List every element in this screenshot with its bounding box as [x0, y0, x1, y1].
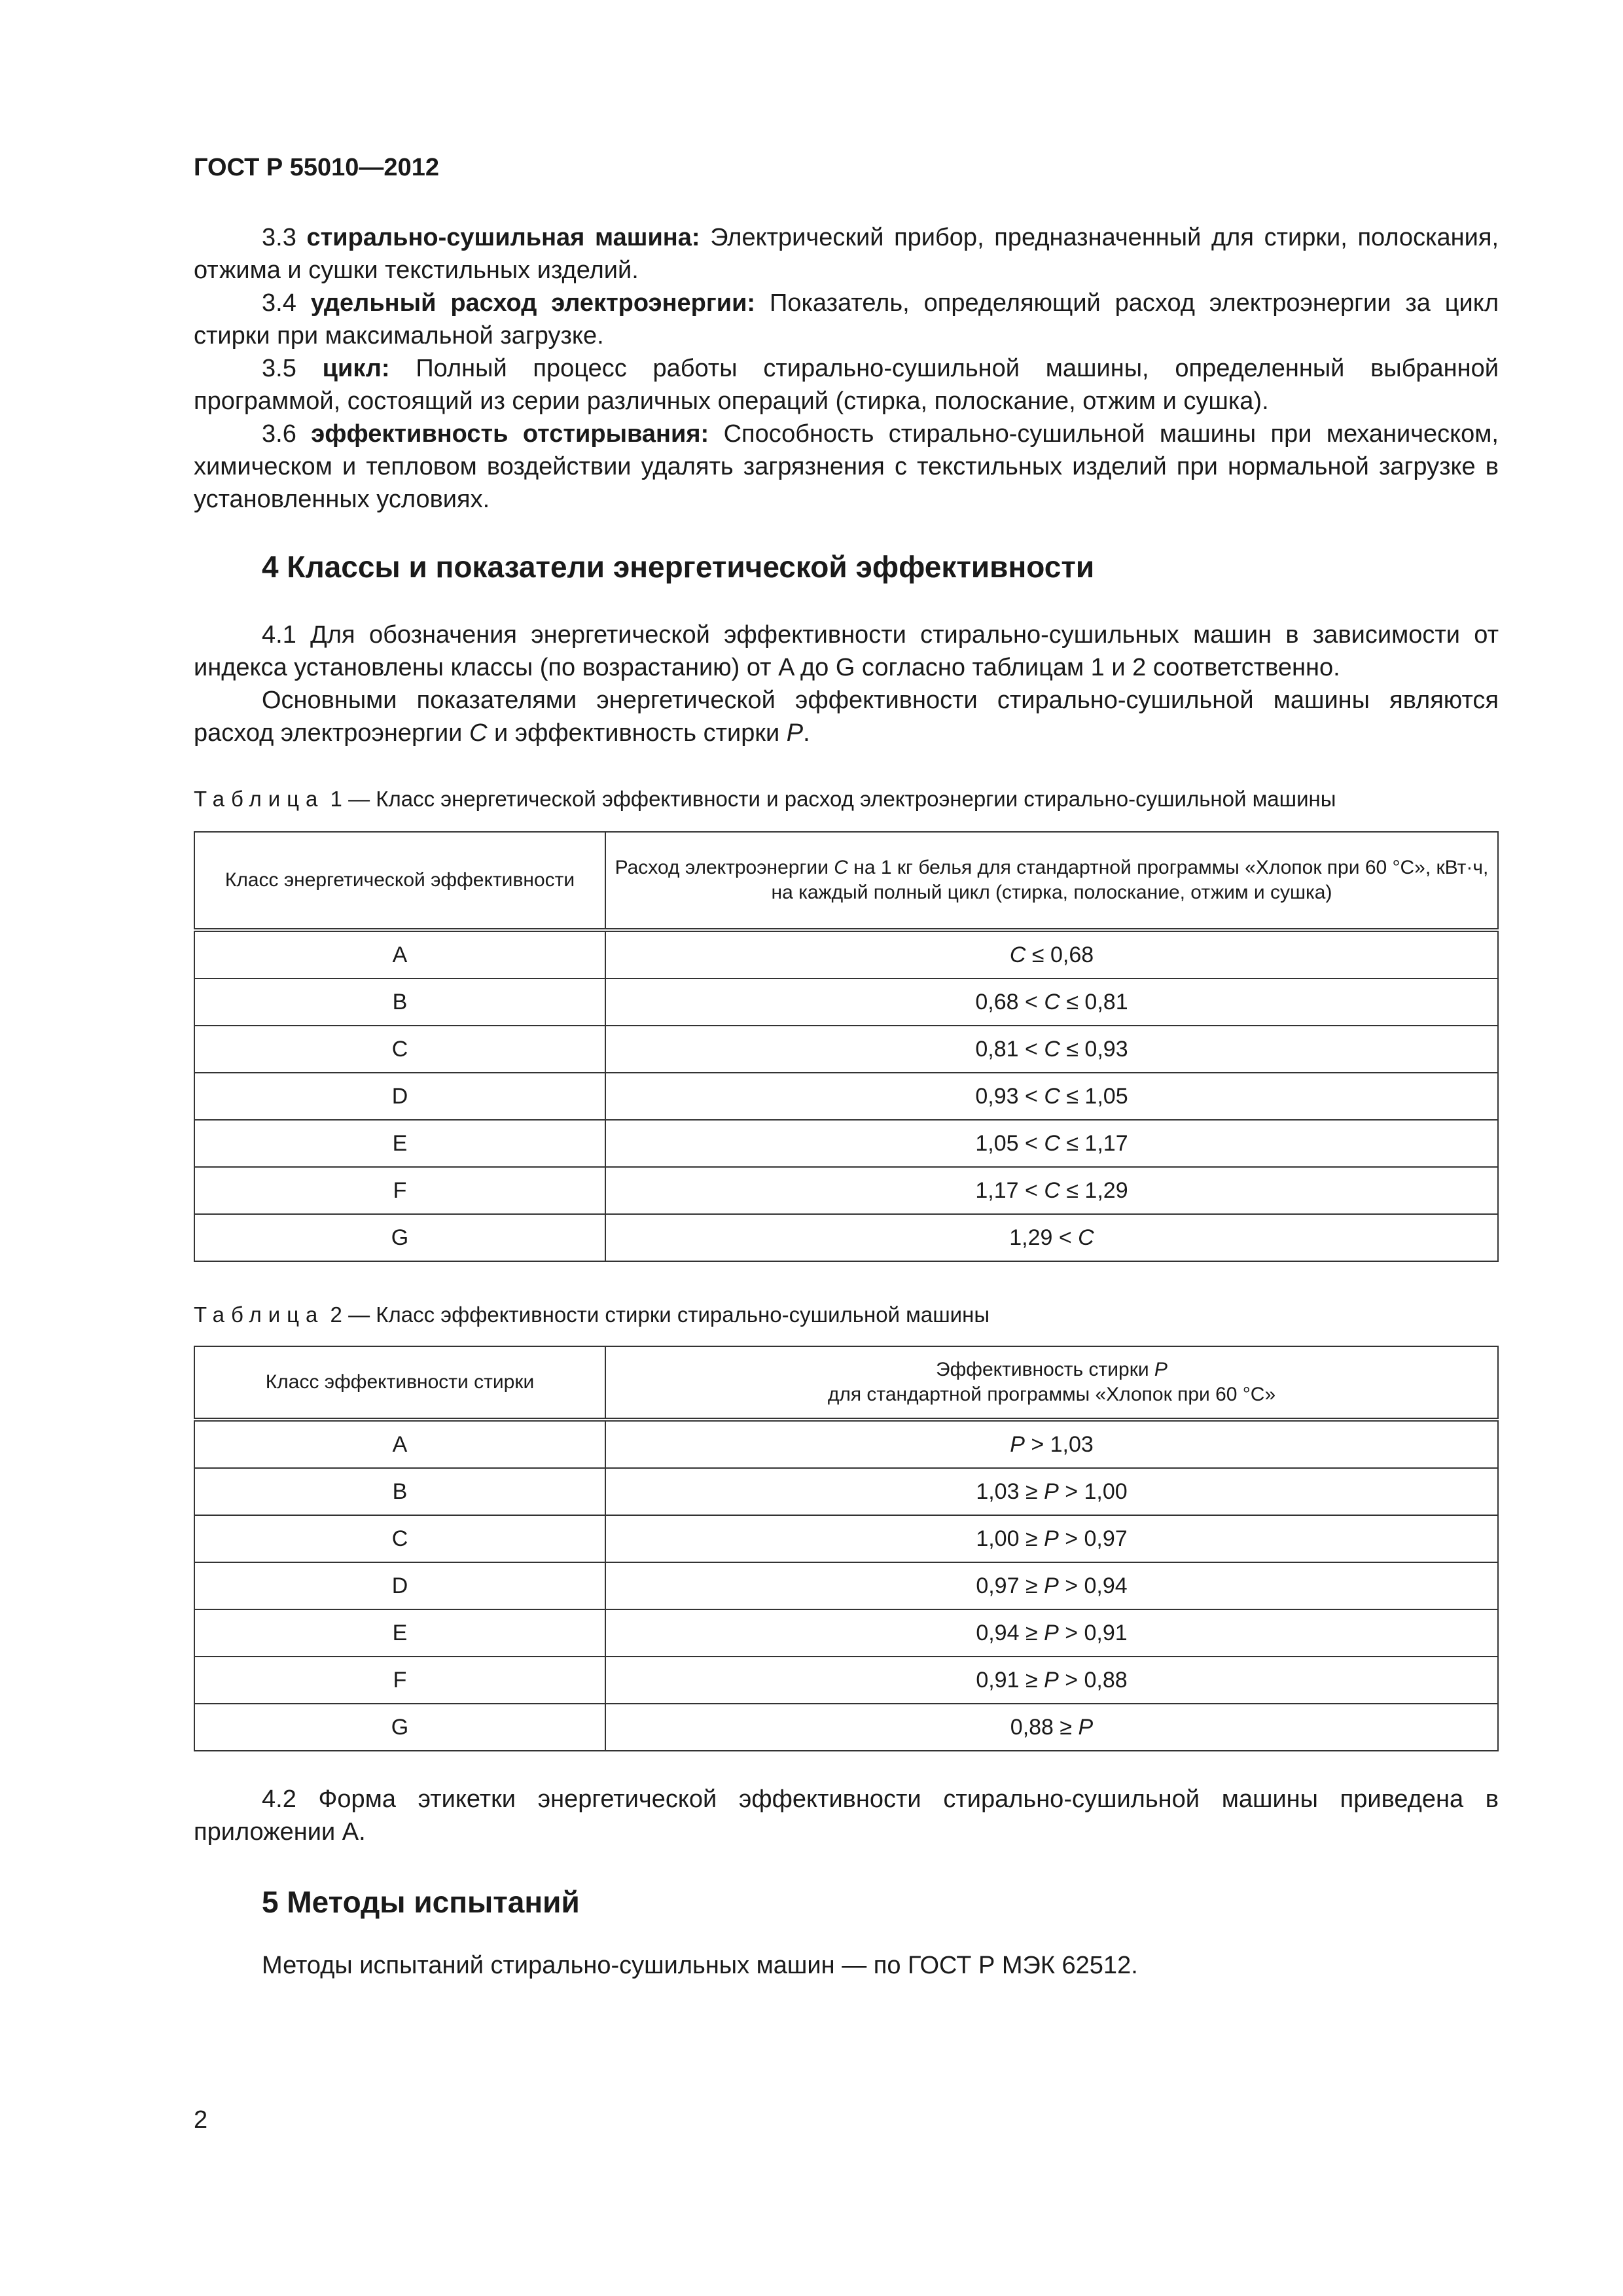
class-cell: A: [194, 1420, 605, 1468]
table-1-energy-class: [194, 831, 1499, 1262]
table-2-wash-class: [194, 1346, 1499, 1751]
table-row: [194, 1562, 1498, 1609]
definition-term: цикл:: [322, 355, 390, 382]
section-4-title: 4 Классы и показатели энергетической эффективности: [262, 550, 1095, 584]
table-header-row: [194, 832, 1498, 930]
value-cell: 1,03 ≥ P > 1,00: [605, 1468, 1498, 1515]
class-cell: B: [194, 1468, 605, 1515]
value-cell: 0,94 ≥ P > 0,91: [605, 1609, 1498, 1657]
definition-term: стирально-сушильная машина:: [306, 224, 700, 251]
value-cell: 1,00 ≥ P > 0,97: [605, 1515, 1498, 1562]
value-cell: 0,68 < C ≤ 0,81: [605, 978, 1498, 1026]
class-cell: F: [194, 1167, 605, 1214]
table-row: [194, 1167, 1498, 1214]
value-cell: 0,97 ≥ P > 0,94: [605, 1562, 1498, 1609]
value-cell: 0,81 < C ≤ 0,93: [605, 1026, 1498, 1073]
paragraph-4-2-block: [194, 1783, 1499, 1848]
class-cell: F: [194, 1657, 605, 1704]
definition-3-5: 3.5 цикл: Полный процесс работы стирально-сушильной машины, определенный выбранной программой, состоящий из серии различных операций (стирка, полоскание, отжим и сушка).: [194, 355, 1499, 415]
section-5-title: 5 Методы испытаний: [262, 1885, 580, 1919]
class-cell: E: [194, 1120, 605, 1167]
class-cell: C: [194, 1026, 605, 1073]
table-row: [194, 1515, 1498, 1562]
class-cell: G: [194, 1214, 605, 1261]
table-2-caption: Таблица 2 — Класс эффективности стирки стирально-сушильной машины: [194, 1302, 990, 1327]
definition-3-3: 3.3 стирально-сушильная машина: Электрический прибор, предназначенный для стирки, полоскания, отжима и сушки текстильных изделий.: [194, 224, 1499, 284]
table-row: [194, 1026, 1498, 1073]
class-cell: B: [194, 978, 605, 1026]
value-cell: 0,91 ≥ P > 0,88: [605, 1657, 1498, 1704]
table-1-col1-header: Класс энергетической эффективности: [194, 832, 605, 930]
document-header: ГОСТ Р 55010—2012: [194, 154, 439, 181]
definition-3-6: 3.6 эффективность отстирывания: Способность стирально-сушильной машины при механическом, химическом и тепловом воздействии удалять загрязнения с текстильных изделий при нормальной загрузке в установленных условиях.: [194, 420, 1499, 513]
table-row: [194, 1420, 1498, 1468]
definition-term: удельный расход электроэнергии:: [310, 289, 756, 317]
section-4-intro: [194, 619, 1499, 749]
class-cell: D: [194, 1073, 605, 1120]
table-header-row: [194, 1346, 1498, 1420]
class-cell: E: [194, 1609, 605, 1657]
class-cell: G: [194, 1704, 605, 1751]
table-1-col2-header: Расход электроэнергии C на 1 кг белья для стандартной программы «Хлопок при 60 °С», кВт·ч, на каждый полный цикл (стирка, полоскание, отжим и сушка): [605, 832, 1498, 930]
value-cell: 1,05 < C ≤ 1,17: [605, 1120, 1498, 1167]
class-cell: C: [194, 1515, 605, 1562]
class-cell: A: [194, 930, 605, 978]
table-1-caption: Таблица 1 — Класс энергетической эффективности и расход электроэнергии стирально-сушильной машины: [194, 787, 1336, 811]
table-row: [194, 1214, 1498, 1261]
table-2-col2-header: Эффективность стирки P для стандартной программы «Хлопок при 60 °С»: [605, 1346, 1498, 1420]
table-row: [194, 978, 1498, 1026]
table-row: [194, 1609, 1498, 1657]
table-row: [194, 1120, 1498, 1167]
definition-term: эффективность отстирывания:: [311, 420, 709, 448]
value-cell: 0,93 < C ≤ 1,05: [605, 1073, 1498, 1120]
table-row: [194, 1657, 1498, 1704]
paragraph-5: Методы испытаний стирально-сушильных машин — по ГОСТ Р МЭК 62512.: [262, 1952, 1138, 1979]
value-cell: C ≤ 0,68: [605, 930, 1498, 978]
table-row: [194, 1704, 1498, 1751]
class-cell: D: [194, 1562, 605, 1609]
value-cell: 1,17 < C ≤ 1,29: [605, 1167, 1498, 1214]
paragraph-4-2: 4.2 Форма этикетки энергетической эффективности стирально-сушильной машины приведена в приложении А.: [194, 1785, 1499, 1846]
table-row: [194, 1468, 1498, 1515]
paragraph-4-1: 4.1 Для обозначения энергетической эффективности стирально-сушильных машин в зависимости от индекса установлены классы (по возрастанию) от A до G согласно таблицам 1 и 2 соответственно.: [194, 621, 1499, 681]
definitions-block: [194, 221, 1499, 516]
table-row: [194, 930, 1498, 978]
page-number: 2: [194, 2106, 208, 2134]
table-row: [194, 1073, 1498, 1120]
value-cell: 0,88 ≥ P: [605, 1704, 1498, 1751]
section-5-body: [194, 1949, 1499, 1982]
value-cell: P > 1,03: [605, 1420, 1498, 1468]
paragraph-4-1-indicators: Основными показателями энергетической эффективности стирально-сушильной машины являются расход электроэнергии C и эффективность стирки P.: [194, 687, 1499, 747]
definition-3-4: 3.4 удельный расход электроэнергии: Показатель, определяющий расход электроэнергии за цикл стирки при максимальной загрузке.: [194, 289, 1499, 350]
value-cell: 1,29 < C: [605, 1214, 1498, 1261]
table-2-col1-header: Класс эффективности стирки: [194, 1346, 605, 1420]
